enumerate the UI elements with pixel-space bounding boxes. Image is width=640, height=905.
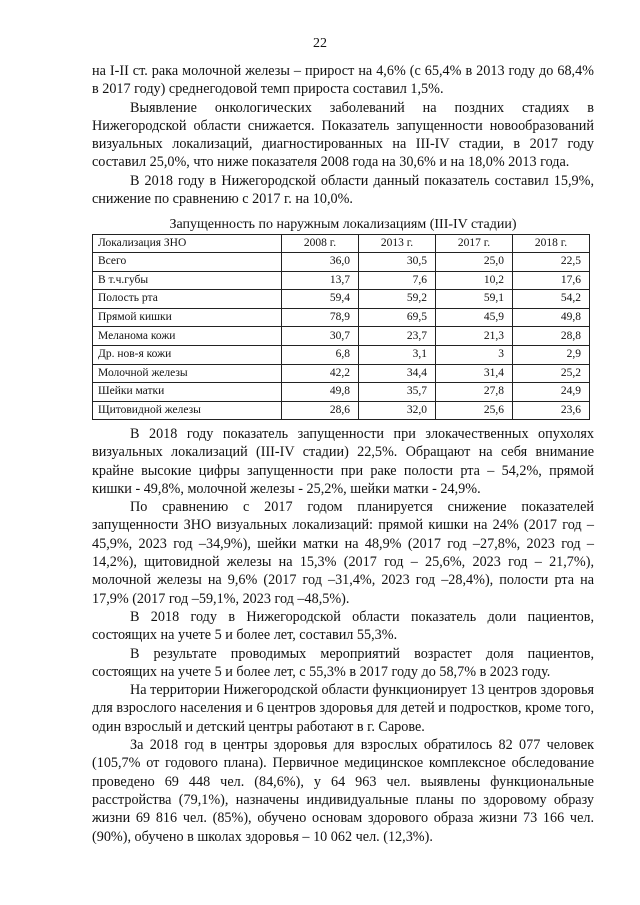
- paragraph: За 2018 год в центры здоровья для взрослых обратилось 82 077 человек (105,7% от годового плана). Первичное медицинское комплексное обследование проведено 69 448 чел. (84,6%), у 64 963 чел. выявлены функциональные расстройства (79,1%), назначены индивидуальные планы по здоровому образу жизни 69 816 чел. (85%), обучено основам здорового образа жизни 73 166 чел. (90%), обучено в школах здоровья – 10 062 чел. (12,3%).: [92, 737, 594, 845]
- table-row: [93, 383, 590, 402]
- cell-2008: 13,7: [282, 271, 359, 290]
- cell-2008: 36,0: [282, 253, 359, 272]
- cell-2008: 78,9: [282, 308, 359, 327]
- paragraph: На территории Нижегородской области функционирует 13 центров здоровья для взрослого населения и 6 центров здоровья для детей и подростков, кроме того, один взрослый и детский центры работают в г. Сарове.: [92, 682, 594, 735]
- cell-2018: 54,2: [513, 290, 590, 309]
- paragraph: на I-II ст. рака молочной железы – прирост на 4,6% (с 65,4% в 2013 году до 68,4% в 2017 году) среднегодовой темп прироста составил 1,5%.: [92, 63, 594, 98]
- cell-2018: 2,9: [513, 345, 590, 364]
- table-title: Запущенность по наружным локализациям (III-IV стадии): [169, 217, 517, 232]
- cell-2017: 31,4: [436, 364, 513, 383]
- header-2013: 2013 г.: [359, 235, 436, 253]
- paragraph: В результате проводимых мероприятий возрастет доля пациентов, состоящих на учете 5 и более лет, с 55,3% в 2017 году до 58,7% в 2023 году.: [92, 645, 594, 680]
- neglect-table: [92, 234, 590, 420]
- table-row: [93, 401, 590, 420]
- cell-2013: 30,5: [359, 253, 436, 272]
- header-2008: 2008 г.: [282, 235, 359, 253]
- cell-2013: 69,5: [359, 308, 436, 327]
- text-block-top: [92, 62, 594, 208]
- cell-2018: 17,6: [513, 271, 590, 290]
- header-2018: 2018 г.: [513, 235, 590, 253]
- header-localization: Локализация ЗНО: [93, 235, 282, 253]
- cell-2013: 34,4: [359, 364, 436, 383]
- cell-2018: 22,5: [513, 253, 590, 272]
- cell-2008: 6,8: [282, 345, 359, 364]
- cell-2008: 42,2: [282, 364, 359, 383]
- cell-2008: 49,8: [282, 383, 359, 402]
- cell-2018: 25,2: [513, 364, 590, 383]
- paragraph: В 2018 году в Нижегородской области данный показатель составил 15,9%, снижение по сравнению с 2017 г. на 10,0%.: [92, 172, 594, 208]
- cell-2017: 3: [436, 345, 513, 364]
- header-2017: 2017 г.: [436, 235, 513, 253]
- paragraph: В 2018 году в Нижегородской области показатель доли пациентов, состоящих на учете 5 и более лет, составил 55,3%.: [92, 608, 594, 644]
- paragraph: В 2018 году показатель запущенности при злокачественных опухолях визуальных локализаций (III-IV стадии) 22,5%. Обращают на себя внимание крайне высокие цифры запущенности при раке полости рта – 54,2%, прямой кишки - 49,8%, молочной железы - 25,2%, шейки матки - 24,9%.: [92, 426, 594, 497]
- cell-2017: 59,1: [436, 290, 513, 309]
- row-label: Щитовидной железы: [93, 401, 282, 420]
- cell-2008: 59,4: [282, 290, 359, 309]
- paragraph: Выявление онкологических заболеваний на поздних стадиях в Нижегородской области снижается. Показатель запущенности новообразований визуальных локализаций, диагностированных на III-IV стадии, в 2017 году составил 25,0%, что ниже показателя 2008 года на 30,6% и на 18,0% 2013 года.: [92, 99, 594, 171]
- page-number: 22: [313, 36, 327, 51]
- table-row: [93, 290, 590, 309]
- row-label: Шейки матки: [93, 383, 282, 402]
- paragraph: По сравнению с 2017 годом планируется снижение показателей запущенности ЗНО визуальных локализаций: прямой кишки на 24% (2017 год – 45,9%, 2023 год –34,9%), шейки матки на 48,9% (2017 год –27,8%, 2023 год – 14,2%), щитовидной железы на 15,3% (2017 год – 25,6%, 2023 год – 21,7%), молочной железы на 9,6% (2017 год –31,4%, 2023 год –28,4%), полости рта на 17,9% (2017 год –59,1%, 2023 год –48,5%).: [92, 499, 594, 607]
- table-row: [93, 253, 590, 272]
- cell-2013: 7,6: [359, 271, 436, 290]
- table-row: [93, 271, 590, 290]
- row-label: В т.ч.губы: [93, 271, 282, 290]
- cell-2017: 25,6: [436, 401, 513, 420]
- cell-2017: 25,0: [436, 253, 513, 272]
- table-header-row: [93, 235, 590, 253]
- table-row: [93, 345, 590, 364]
- row-label: Др. нов-я кожи: [93, 345, 282, 364]
- row-label: Прямой кишки: [93, 308, 282, 327]
- cell-2008: 30,7: [282, 327, 359, 346]
- cell-2013: 23,7: [359, 327, 436, 346]
- cell-2013: 35,7: [359, 383, 436, 402]
- cell-2017: 45,9: [436, 308, 513, 327]
- cell-2018: 23,6: [513, 401, 590, 420]
- text-block-bottom: [92, 425, 594, 846]
- row-label: Меланома кожи: [93, 327, 282, 346]
- row-label: Полость рта: [93, 290, 282, 309]
- row-label: Молочной железы: [93, 364, 282, 383]
- table-row: [93, 364, 590, 383]
- table-row: [93, 327, 590, 346]
- cell-2008: 28,6: [282, 401, 359, 420]
- table-row: [93, 308, 590, 327]
- cell-2017: 10,2: [436, 271, 513, 290]
- cell-2018: 28,8: [513, 327, 590, 346]
- cell-2017: 27,8: [436, 383, 513, 402]
- cell-2018: 49,8: [513, 308, 590, 327]
- cell-2013: 59,2: [359, 290, 436, 309]
- row-label: Всего: [93, 253, 282, 272]
- cell-2013: 3,1: [359, 345, 436, 364]
- cell-2017: 21,3: [436, 327, 513, 346]
- cell-2018: 24,9: [513, 383, 590, 402]
- cell-2013: 32,0: [359, 401, 436, 420]
